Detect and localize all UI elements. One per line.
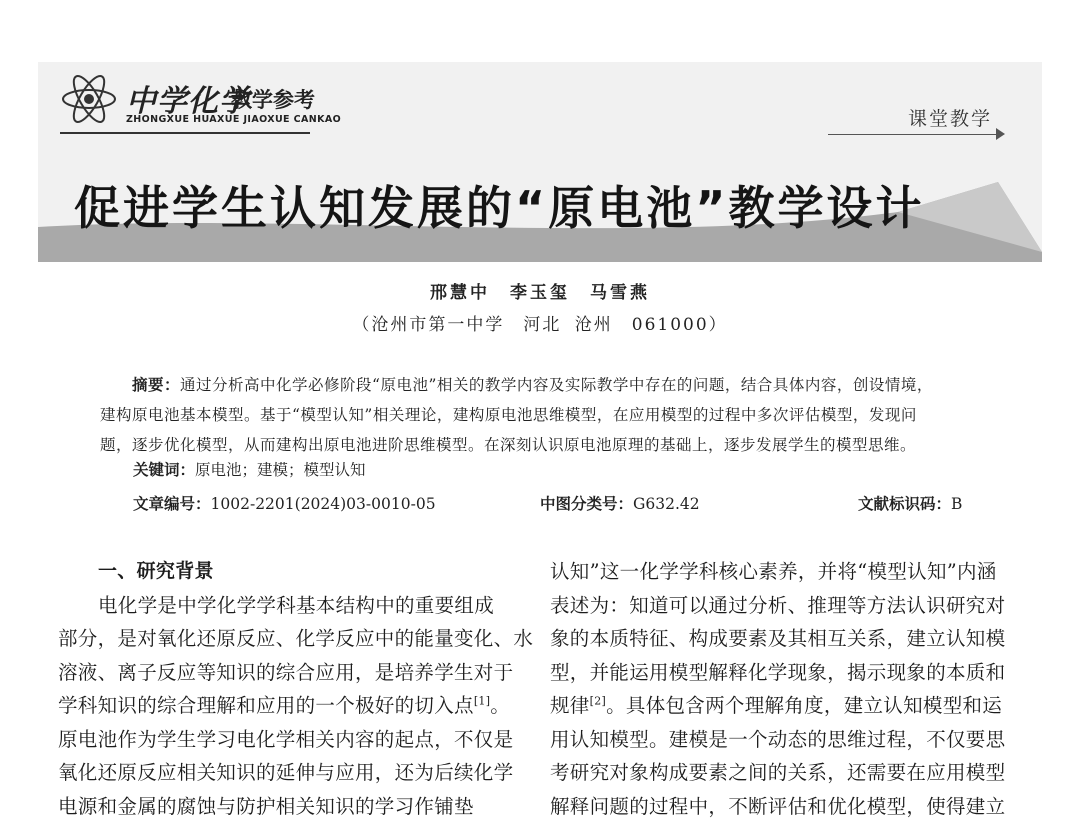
clc-number: 中图分类号：G632.42 [540, 492, 700, 514]
article-title: 促进学生认知发展的“原电池”教学设计 [74, 172, 924, 238]
section-tag: 课堂教学 [908, 104, 992, 131]
abstract-line: 题，逐步优化模型，从而建构出原电池进阶思维模型。在深刻认识原电池原理的基础上，逐步发展学生的模型思维。 [100, 430, 970, 460]
article-authors: 邢慧中 李玉玺 马雪燕 [0, 278, 1080, 303]
abstract-label: 摘要： [132, 375, 180, 394]
body-line: 电源和金属的腐蚀与防护相关知识的学习作铺垫 [58, 790, 518, 823]
document-code: 文献标识码：B [858, 492, 962, 514]
body-column-right [550, 555, 1010, 823]
keywords [133, 458, 366, 480]
body-line: 规律[2]。具体包含两个理解角度，建立认知模型和运 [550, 689, 1010, 723]
body-line: 用认知模型。建模是一个动态的思维过程，不仅要思 [550, 723, 1010, 757]
body-line: 象的本质特征、构成要素及其相互关系，建立认知模 [550, 622, 1010, 656]
body-line: 考研究对象构成要素之间的关系，还需要在应用模型 [550, 756, 1010, 790]
body-line: 电化学是中学化学学科基本结构中的重要组成 [58, 589, 518, 623]
keywords-value: 原电池；建模；模型认知 [195, 461, 366, 479]
section-heading: 一、研究背景 [58, 555, 518, 589]
body-line: 解释问题的过程中，不断评估和优化模型，使得建立 [550, 790, 1010, 823]
body-line: 型，并能运用模型解释化学现象，揭示现象的本质和 [550, 656, 1010, 690]
citation-ref[interactable]: [2] [590, 695, 606, 708]
body-line: 部分，是对氧化还原反应、化学反应中的能量变化、水 [58, 622, 518, 656]
article-number: 文章编号：1002-2201(2024)03-0010-05 [133, 492, 436, 514]
logo-underline [60, 132, 310, 134]
body-line: 氧化还原反应相关知识的延伸与应用，还为后续化学 [58, 756, 518, 790]
journal-subtitle: 教学参考 [231, 84, 315, 114]
article-affiliation: （沧州市第一中学 河北 沧州 061000） [0, 310, 1080, 335]
abstract-line: 建构原电池基本模型。基于“模型认知”相关理论，建构原电池思维模型，在应用模型的过程中多次评估模型，发现问 [100, 400, 970, 430]
journal-pinyin: ZHONGXUE HUAXUE JIAOXUE CANKAO [126, 114, 341, 125]
atom-icon [60, 70, 118, 128]
body-line: 学科知识的综合理解和应用的一个极好的切入点[1]。 [58, 689, 518, 723]
keywords-label: 关键词： [133, 460, 195, 479]
page-top-margin [0, 0, 1080, 62]
citation-ref[interactable]: [1] [474, 695, 490, 708]
body-line: 表述为：知道可以通过分析、推理等方法认识研究对 [550, 589, 1010, 623]
header-banner [38, 62, 1042, 262]
abstract [100, 370, 970, 460]
body-line: 认知”这一化学学科核心素养，并将“模型认知”内涵 [550, 555, 1010, 589]
body-line: 溶液、离子反应等知识的综合应用，是培养学生对于 [58, 656, 518, 690]
abstract-line: 摘要：通过分析高中化学必修阶段“原电池”相关的教学内容及实际教学中存在的问题，结合具体内容，创设情境， [100, 370, 970, 400]
journal-name: 中学化学 [126, 76, 250, 120]
body-column-left [58, 555, 518, 823]
arrow-right-icon [996, 128, 1005, 140]
section-tag-line [828, 134, 998, 135]
body-line: 原电池作为学生学习电化学相关内容的起点，不仅是 [58, 723, 518, 757]
